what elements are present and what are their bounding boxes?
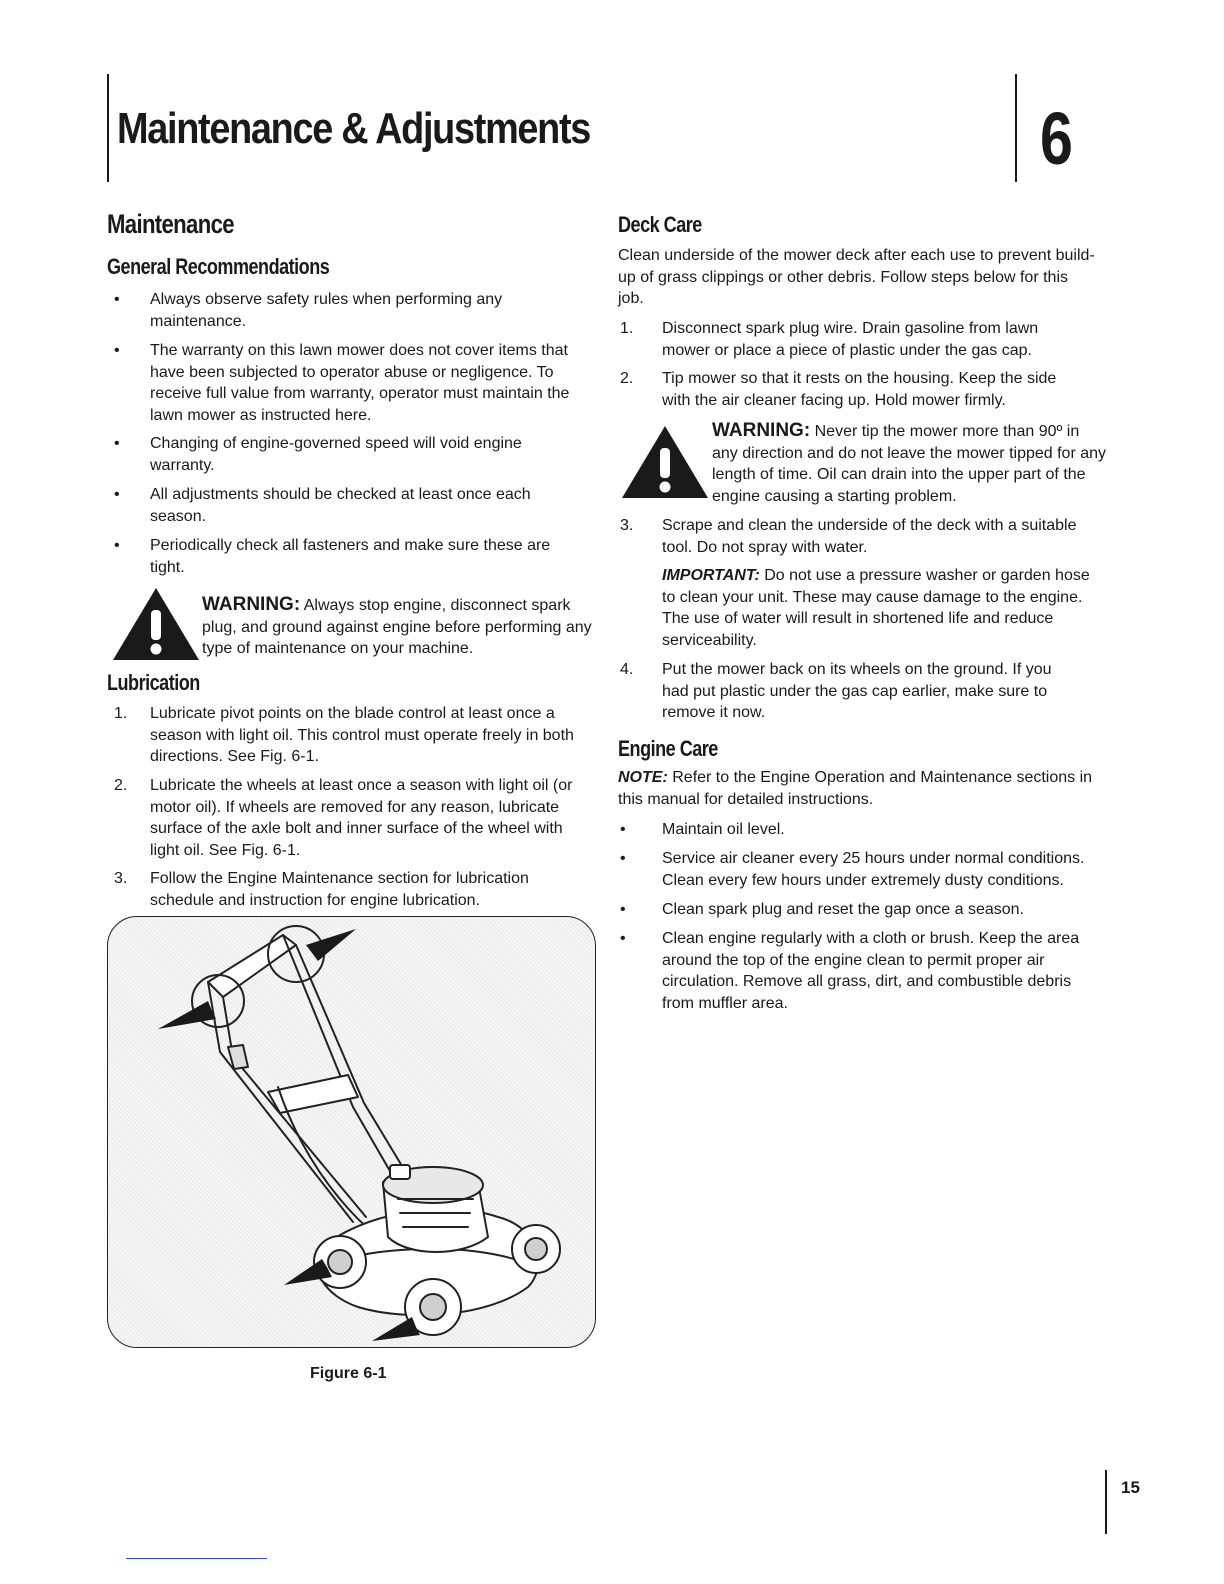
warning-text-left <box>202 594 597 660</box>
chapter-rule <box>1015 74 1017 182</box>
bullet-text: Clean engine regularly with a cloth or brush. Keep the area around the top of the engine clean to permit proper air circulation. Remove all grass, dirt, and combustible debris from muffler area. <box>662 930 1080 1012</box>
important-body: Do not use a pressure washer or garden hose to clean your unit. These may cause damage to the engine. The use of water will result in shortened life and reduce serviceability. <box>662 567 1090 649</box>
heading-lubrication: Lubrication <box>107 670 200 695</box>
bullet-text: Periodically check all fasteners and make sure these are tight. <box>150 537 551 576</box>
warning-keyword: WARNING: <box>202 594 301 615</box>
warning-text-right <box>712 420 1107 507</box>
title-rule <box>107 74 109 182</box>
engine-care-note <box>618 767 1106 810</box>
heading-deck-care: Deck Care <box>618 212 702 237</box>
step-text: Disconnect spark plug wire. Drain gasoline from lawn mower or place a piece of plastic under the gas cap. <box>662 320 1039 359</box>
bullet-mark: • <box>114 486 120 503</box>
note-body: Refer to the Engine Operation and Maintenance sections in this manual for detailed instructions. <box>618 769 1093 808</box>
heading-general-recommendations: General Recommendations <box>107 254 330 279</box>
warning-icon <box>620 424 710 500</box>
step-number: 2. <box>114 777 128 794</box>
figure-lawn-mower <box>107 916 596 1348</box>
bullet-text: Service air cleaner every 25 hours under normal conditions. Clean every few hours under extremely dusty conditions. <box>662 850 1085 889</box>
lawn-mower-illustration <box>108 917 595 1347</box>
warning-icon <box>111 586 201 662</box>
important-note <box>662 565 1106 651</box>
footer-link-underline <box>126 1558 267 1559</box>
warning-keyword: WARNING: <box>712 420 811 441</box>
step-number: 4. <box>620 661 634 678</box>
bullet-mark: • <box>114 291 120 308</box>
bullet-text: Clean spark plug and reset the gap once a season. <box>662 901 1025 918</box>
step-text: Lubricate pivot points on the blade control at least once a season with light oil. This control must operate freely in both directions. See Fig. 6-1. <box>150 705 574 765</box>
bullet-text: All adjustments should be checked at least once each season. <box>150 486 531 525</box>
figure-caption: Figure 6-1 <box>310 1365 387 1382</box>
bullet-text: The warranty on this lawn mower does not cover items that have been subjected to operator abuse or negligence. To receive full value from warranty, operator must maintain the lawn mower as instructed here. <box>150 342 570 424</box>
bullet-mark: • <box>620 930 626 947</box>
deck-care-intro: Clean underside of the mower deck after each use to prevent build-up of grass clippings or other debris. Follow steps below for this job. <box>618 247 1095 307</box>
step-text: Put the mower back on its wheels on the ground. If you had put plastic under the gas cap earlier, make sure to remove it now. <box>662 661 1052 721</box>
step-number: 3. <box>620 517 634 534</box>
bullet-mark: • <box>114 342 120 359</box>
bullet-mark: • <box>114 537 120 554</box>
bullet-text: Changing of engine-governed speed will void engine warranty. <box>150 435 522 474</box>
warning-body: Never tip the mower more than 90º in any direction and do not leave the mower tipped for any length of time. Oil can drain into the upper part of the engine causing a starting problem. <box>712 423 1107 505</box>
step-text: Scrape and clean the underside of the deck with a suitable tool. Do not spray with water. <box>662 517 1077 556</box>
important-keyword: IMPORTANT: <box>662 567 760 584</box>
bullet-mark: • <box>620 821 626 838</box>
bullet-text: Always observe safety rules when performing any maintenance. <box>150 291 503 330</box>
bullet-mark: • <box>620 850 626 867</box>
bullet-mark: • <box>114 435 120 452</box>
step-number: 3. <box>114 870 128 887</box>
step-text: Tip mower so that it rests on the housing. Keep the side with the air cleaner facing up. Hold mower firmly. <box>662 370 1057 409</box>
page-title: Maintenance & Adjustments <box>117 104 591 153</box>
page-number-rule <box>1105 1470 1107 1534</box>
step-text: Follow the Engine Maintenance section for lubrication schedule and instruction for engine lubrication. <box>150 870 529 909</box>
page-number: 15 <box>1121 1478 1140 1497</box>
step-number: 1. <box>114 705 128 722</box>
bullet-text: Maintain oil level. <box>662 821 785 838</box>
chapter-number: 6 <box>1040 97 1073 180</box>
heading-engine-care: Engine Care <box>618 736 718 761</box>
step-number: 2. <box>620 370 634 387</box>
note-keyword: NOTE: <box>618 769 668 786</box>
step-text: Lubricate the wheels at least once a season with light oil (or motor oil). If wheels are removed for any reason, lubricate surface of the axle bolt and inner surface of the wheel with light oil. See Fig. 6-1. <box>150 777 573 859</box>
section-title-maintenance: Maintenance <box>107 209 234 239</box>
bullet-mark: • <box>620 901 626 918</box>
step-number: 1. <box>620 320 634 337</box>
warning-body: Always stop engine, disconnect spark plug, and ground against engine before performing any type of maintenance on your machine. <box>202 597 592 657</box>
